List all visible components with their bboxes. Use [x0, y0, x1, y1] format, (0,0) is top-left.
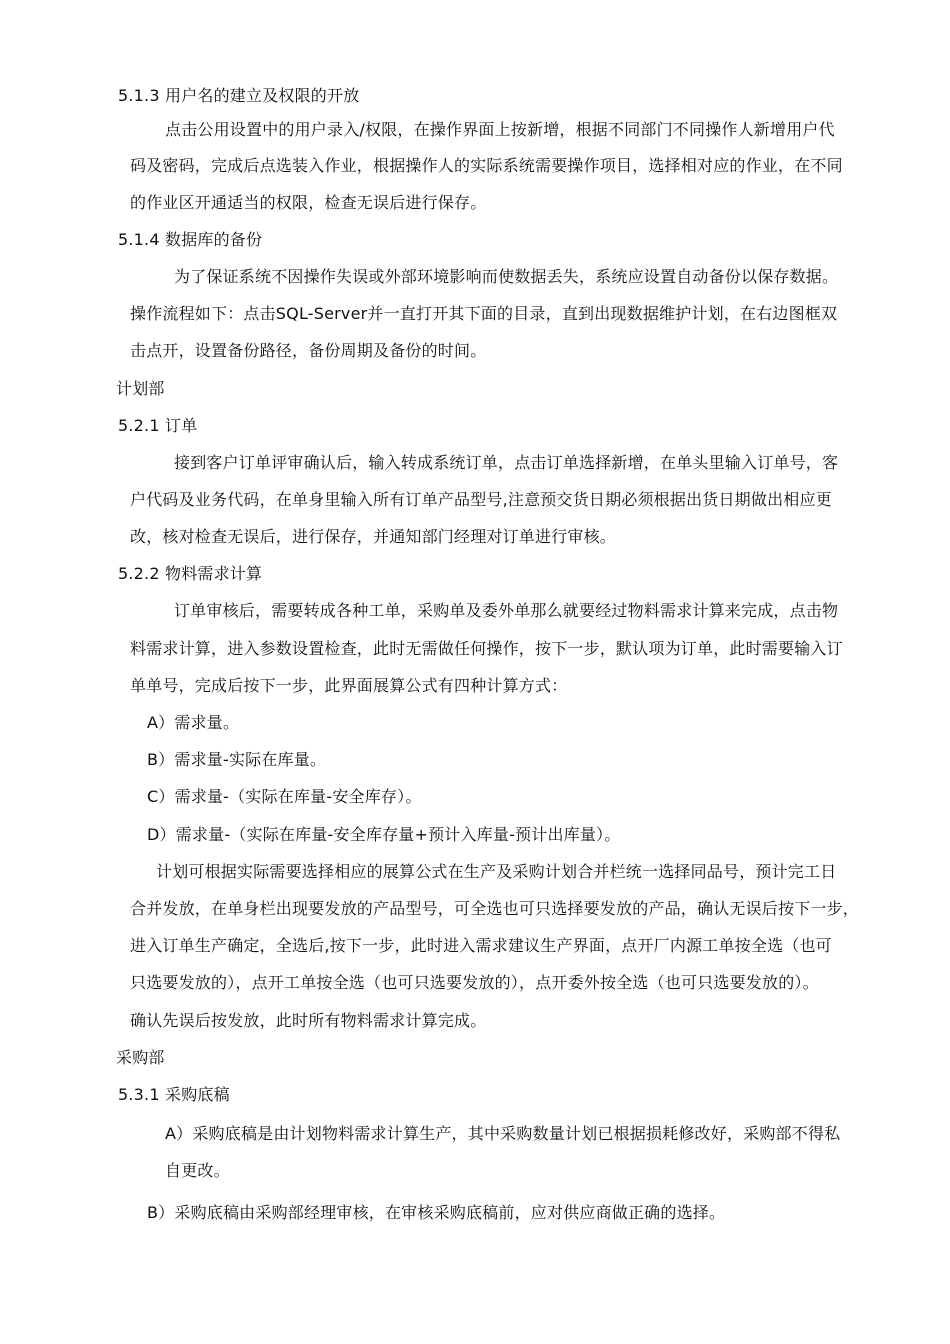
paragraph-line: 接到客户订单评审确认后，输入转成系统订单，点击订单选择新增，在单头里输入订单号，客 — [174, 453, 839, 472]
formula-option-b: B）需求量-实际在库量。 — [147, 750, 327, 769]
paragraph-line: 料需求计算，进入参数设置检查，此时无需做任何操作，按下一步，默认项为订单，此时需要输入订 — [130, 639, 843, 658]
paragraph-line: 码及密码，完成后点选装入作业，根据操作人的实际系统需要操作项目，选择相对应的作业，在不同 — [130, 156, 843, 175]
paragraph-line: 合并发放，在单身栏出现要发放的产品型号，可全选也可只选择要发放的产品，确认无误后按下一步， — [130, 899, 860, 918]
formula-option-c: C）需求量-（实际在库量-安全库存）。 — [147, 787, 422, 806]
paragraph-line: 确认先误后按发放，此时所有物料需求计算完成。 — [130, 1011, 487, 1030]
paragraph-line: 订单审核后，需要转成各种工单，采购单及委外单那么就要经过物料需求计算来完成，点击物 — [174, 601, 839, 620]
heading-5-1-4: 5.1.4 数据库的备份 — [118, 230, 263, 249]
paragraph-line: 点击公用设置中的用户录入/权限，在操作界面上按新增，根据不同部门不同操作人新增用户代 — [165, 120, 835, 139]
paragraph-line: 进入订单生产确定，全选后,按下一步，此时进入需求建议生产界面，点开厂内源工单按全选（也可 — [130, 936, 832, 955]
department-heading-plan: 计划部 — [116, 379, 165, 398]
list-item-a: A）采购底稿是由计划物料需求计算生产，其中采购数量计划已根据损耗修改好，采购部不得私 — [165, 1124, 841, 1143]
paragraph-line: 操作流程如下：点击SQL-Server并一直打开其下面的目录，直到出现数据维护计划，在右边图框双 — [130, 304, 838, 323]
paragraph-line: 单单号，完成后按下一步，此界面展算公式有四种计算方式： — [130, 676, 568, 695]
heading-5-2-2: 5.2.2 物料需求计算 — [118, 564, 263, 583]
formula-option-a: A）需求量。 — [147, 713, 240, 732]
paragraph-line: 击点开，设置备份路径，备份周期及备份的时间。 — [130, 341, 487, 360]
heading-5-2-1: 5.2.1 订单 — [118, 416, 198, 435]
paragraph-line: 的作业区开通适当的权限，检查无误后进行保存。 — [130, 193, 487, 212]
paragraph-line: 只选要发放的），点开工单按全选（也可只选要发放的），点开委外按全选（也可只选要发放的）。 — [130, 973, 819, 992]
paragraph-line: 改，核对检查无误后，进行保存，并通知部门经理对订单进行审核。 — [130, 527, 617, 546]
paragraph-line: 计划可根据实际需要选择相应的展算公式在生产及采购计划合并栏统一选择同品号，预计完工日 — [156, 862, 837, 881]
formula-option-d: D）需求量-（实际在库量-安全库存量+预计入库量-预计出库量）。 — [147, 825, 621, 844]
heading-5-3-1: 5.3.1 采购底稿 — [118, 1085, 230, 1104]
list-item-a-continued: 自更改。 — [165, 1161, 230, 1180]
heading-5-1-3: 5.1.3 用户名的建立及权限的开放 — [118, 86, 360, 105]
paragraph-line: 为了保证系统不因操作失误或外部环境影响而使数据丢失，系统应设置自动备份以保存数据。 — [174, 267, 839, 286]
department-heading-purchase: 采购部 — [116, 1048, 165, 1067]
paragraph-line: 户代码及业务代码，在单身里输入所有订单产品型号,注意预交货日期必须根据出货日期做出相应更 — [130, 490, 832, 509]
list-item-b: B）采购底稿由采购部经理审核，在审核采购底稿前，应对供应商做正确的选择。 — [147, 1203, 726, 1222]
